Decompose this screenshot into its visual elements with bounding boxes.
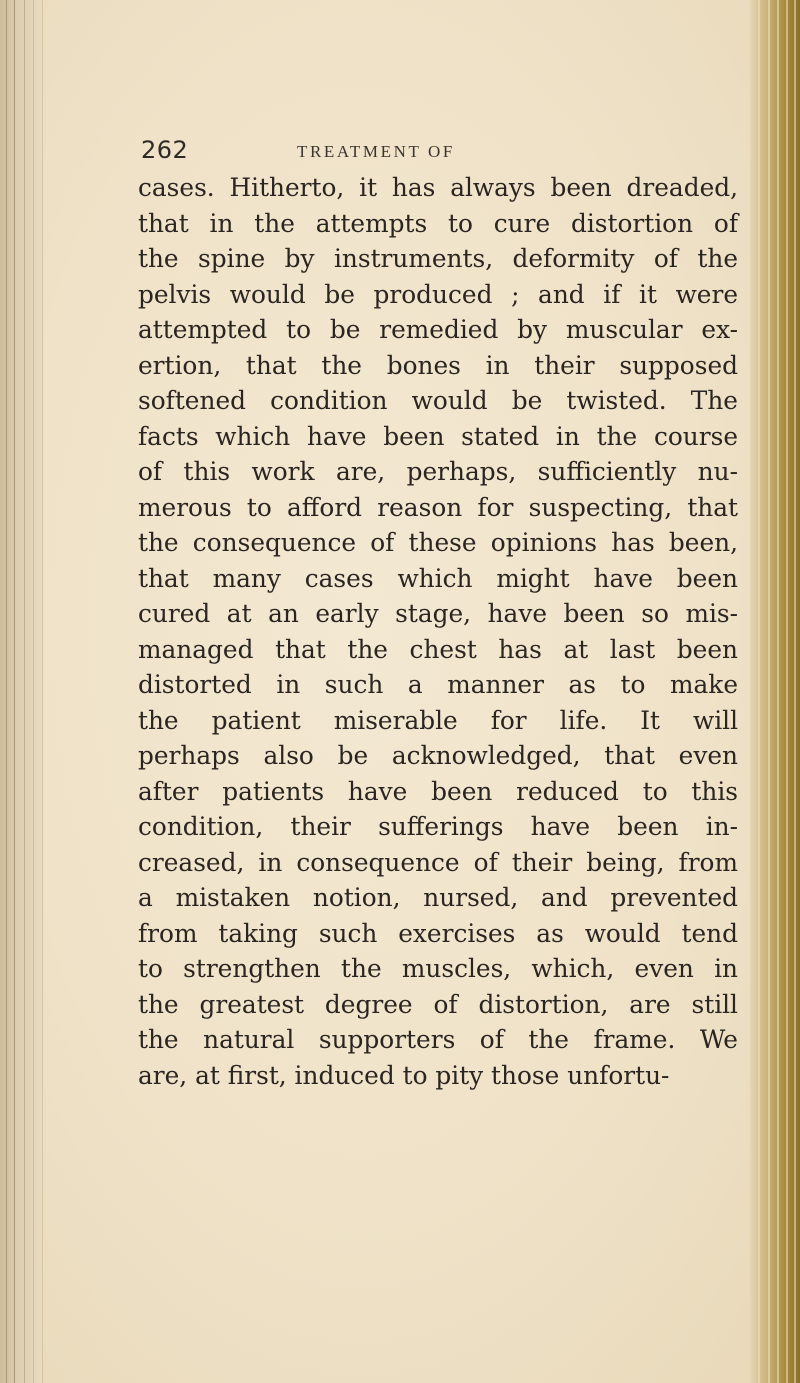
text-line: perhaps also be acknowledged, that even <box>138 741 738 770</box>
text-line: distorted in such a manner as to make <box>138 670 738 699</box>
text-line: of this work are, perhaps, sufficiently nu- <box>138 457 738 486</box>
text-line: after patients have been reduced to this <box>138 776 738 806</box>
text-line: that many cases which might have been <box>138 563 738 593</box>
text-line: cases. Hitherto, it has always been dreaded, <box>138 173 738 202</box>
text-line: condition, their sufferings have been in- <box>138 812 738 841</box>
text-line: to strengthen the muscles, which, even in <box>138 954 738 983</box>
text-line: are, at first, induced to pity those unfortu- <box>138 1060 670 1090</box>
text-line: softened condition would be twisted. The <box>138 386 738 415</box>
text-line: ertion, that the bones in their supposed <box>138 350 738 380</box>
text-line: the consequence of these opinions has been, <box>138 528 738 557</box>
text-line: the natural supporters of the frame. We <box>138 1025 738 1054</box>
text-line: attempted to be remedied by muscular ex- <box>138 315 738 344</box>
text-line: cured at an early stage, have been so mis- <box>138 599 738 628</box>
text-line: creased, in consequence of their being, from <box>138 847 738 877</box>
running-head: TREATMENT OF <box>297 142 455 161</box>
page-number: 262 <box>141 136 189 164</box>
text-line: facts which have been stated in the course <box>138 421 738 451</box>
text-line: the patient miserable for life. It will <box>138 705 738 735</box>
text-line: that in the attempts to cure distortion of <box>138 208 738 238</box>
text-line: from taking such exercises as would tend <box>138 918 738 948</box>
text-line: managed that the chest has at last been <box>138 634 738 664</box>
text-line: the spine by instruments, deformity of the <box>138 244 738 273</box>
page-edge <box>750 0 800 1383</box>
text-line: merous to afford reason for suspecting, that <box>138 492 738 522</box>
text-line: a mistaken notion, nursed, and prevented <box>138 883 738 912</box>
body-text <box>138 170 738 1093</box>
binding-gutter <box>0 0 43 1383</box>
text-line: pelvis would be produced ; and if it were <box>138 279 738 309</box>
text-line: the greatest degree of distortion, are still <box>138 989 738 1019</box>
